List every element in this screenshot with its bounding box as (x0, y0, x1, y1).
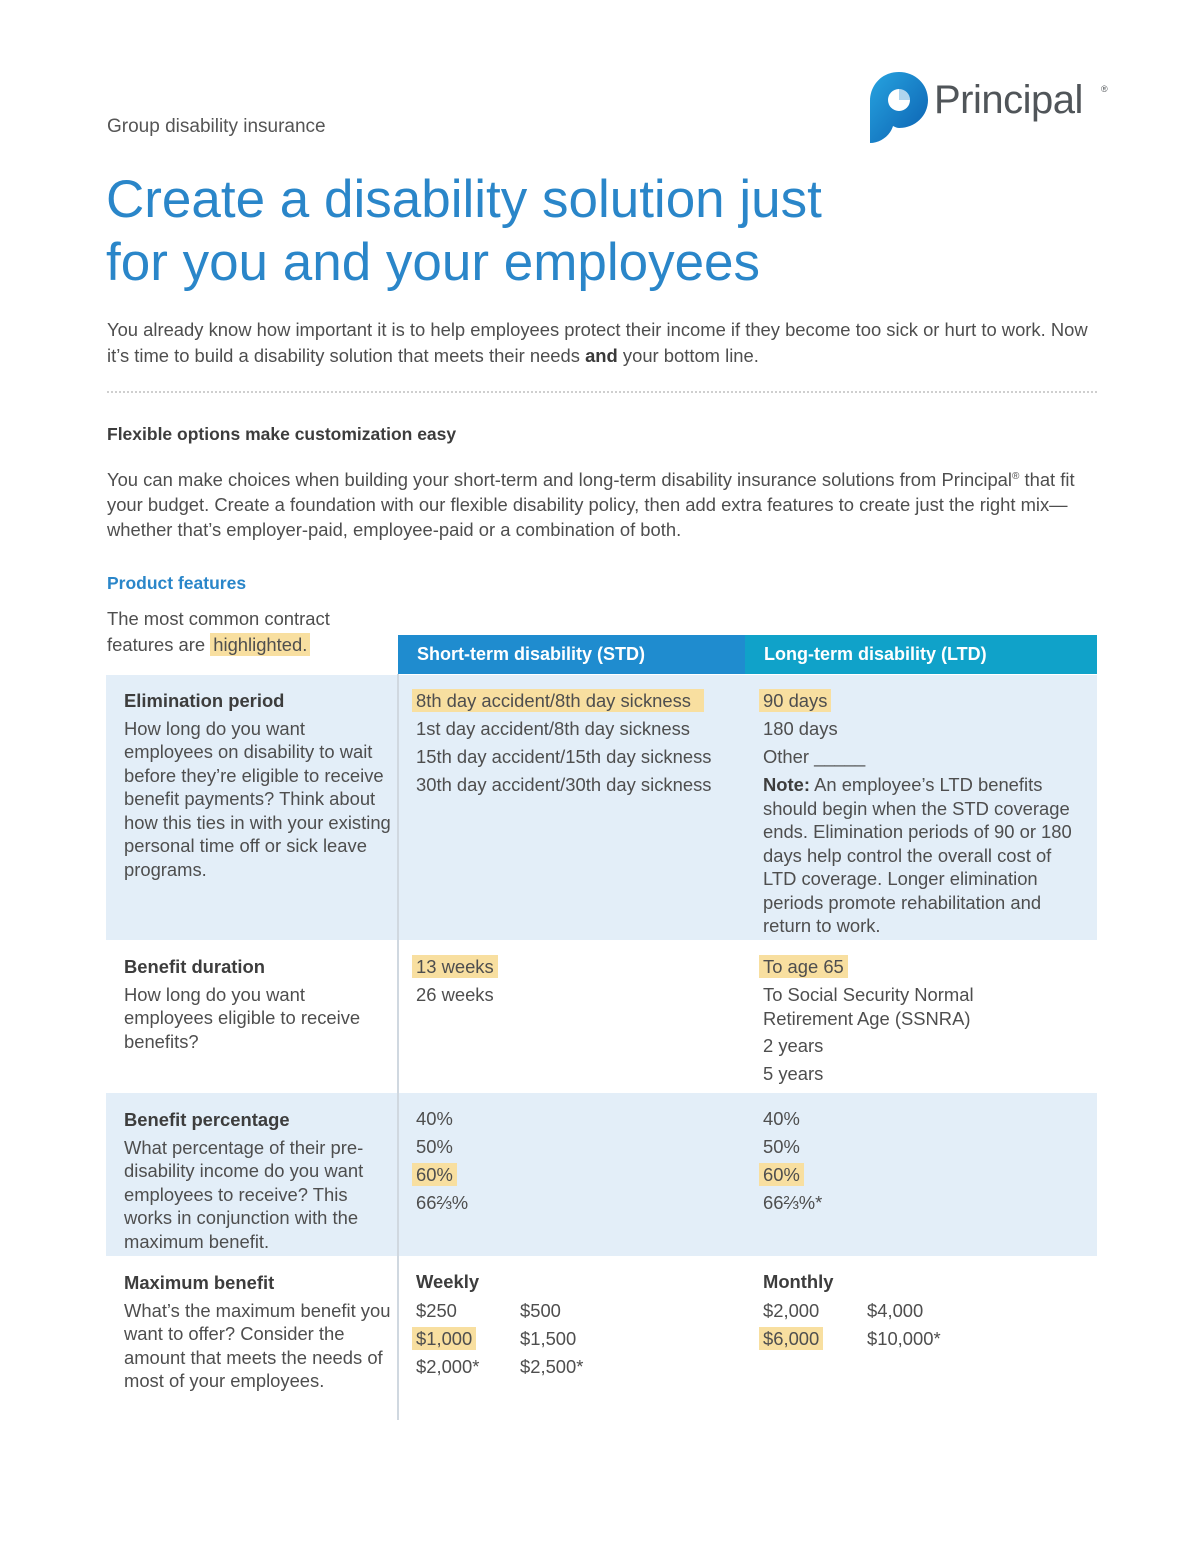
feature-description: How long do you want employees on disability to wait before they’re eligible to receive benefit payments? Think about how this ties in with your existing personal time off or sick leave programs. (124, 717, 391, 880)
feature-title: Elimination period (124, 690, 285, 711)
ltd-elimination-note (763, 773, 1089, 938)
option-text: 1st day accident/8th day sickness (416, 718, 690, 739)
option-text: 2 years (763, 1035, 824, 1056)
ltd-elimination-options (763, 688, 1089, 938)
document-category: Group disability insurance (107, 116, 326, 137)
feature-description: What’s the maximum benefit you want to offer? Consider the amount that meets the needs of most of your employees. (124, 1299, 391, 1391)
option-text: 50% (416, 1136, 453, 1157)
option-item (763, 983, 1003, 1030)
ltd-duration-options (763, 954, 1089, 1089)
option-item (416, 716, 741, 744)
flexible-options-heading: Flexible options make customization easy (107, 424, 457, 444)
std-elimination-options (416, 688, 741, 800)
note-text: An employee’s LTD benefits should begin when the STD coverage ends. Elimination periods of 90 or 180 days help control the overall cost of LTD coverage. Longer elimination periods promote rehabilitation and return to work. (763, 774, 1072, 936)
option-text: 40% (416, 1108, 453, 1129)
ltd-maximum-grid (763, 1298, 1089, 1354)
legend-highlight: highlighted. (210, 633, 310, 656)
option-item (763, 716, 1089, 744)
std-maximum-grid (416, 1298, 741, 1382)
logo-registered-mark: ® (1101, 84, 1108, 94)
option-text: 66⅔%* (763, 1192, 823, 1213)
page-title-line-1: Create a disability solution just (106, 170, 822, 229)
table-column-divider (397, 674, 399, 1420)
std-maximum-options (416, 1270, 741, 1382)
intro-text-2: your bottom line. (617, 345, 759, 366)
option-item (763, 1033, 1089, 1061)
flexible-text-1: You can make choices when building your short-term and long-term disability insurance solutions from Principal (107, 469, 1012, 491)
option-item (416, 772, 741, 800)
option-text: 30th day accident/30th day sickness (416, 774, 712, 795)
intro-paragraph (107, 317, 1097, 369)
option-text: 50% (763, 1136, 800, 1157)
option-item (416, 1298, 520, 1326)
option-highlighted: 8th day accident/8th day sickness (412, 689, 704, 712)
option-text: $1,500 (520, 1328, 577, 1349)
logo-wordmark: Principal (934, 78, 1083, 122)
page-title-line-2: for you and your employees (106, 233, 761, 292)
option-text: 180 days (763, 718, 838, 739)
principal-logo (868, 70, 1118, 146)
intro-bold: and (585, 345, 618, 366)
option-text: 66⅔% (416, 1192, 469, 1213)
ltd-percentage-options (763, 1106, 1089, 1218)
table-header-ltd: Long-term disability (LTD) (745, 635, 1097, 674)
std-duration-options (416, 954, 741, 1010)
option-item (416, 1190, 741, 1218)
option-text: To Social Security Normal Retirement Age (SSNRA) (763, 984, 974, 1029)
option-item (763, 1061, 1089, 1089)
feature-title: Maximum benefit (124, 1272, 275, 1293)
option-item (416, 1134, 741, 1162)
option-highlighted: $1,000 (412, 1327, 476, 1350)
option-highlighted: 60% (759, 1163, 804, 1186)
option-text: 5 years (763, 1063, 824, 1084)
monthly-label: Monthly (763, 1271, 834, 1292)
option-text: 40% (763, 1108, 800, 1129)
option-item (763, 954, 1089, 982)
feature-title: Benefit duration (124, 956, 265, 977)
dotted-divider (107, 391, 1097, 393)
note-label: Note: (763, 774, 810, 795)
option-item (416, 954, 741, 982)
option-item (416, 1354, 520, 1382)
flexible-text-2: that fit your budget. Create a foundation with our flexible disability policy, then add extra features to create just the right mix—whether that’s employer-paid, employee-paid or a combination of both. (107, 469, 1075, 541)
feature-benefit-percentage (124, 1108, 392, 1253)
option-item (520, 1326, 624, 1354)
option-text: Other _____ (763, 746, 866, 767)
option-item (416, 688, 741, 716)
option-text: $2,000 (763, 1300, 820, 1321)
option-item (867, 1326, 971, 1354)
option-item (763, 1134, 1089, 1162)
option-item (520, 1354, 624, 1382)
feature-elimination-period (124, 689, 392, 881)
feature-maximum-benefit (124, 1271, 392, 1393)
option-item (763, 1190, 1089, 1218)
option-text: $500 (520, 1300, 561, 1321)
option-item (763, 1326, 867, 1354)
option-text: $4,000 (867, 1300, 924, 1321)
option-item (867, 1298, 971, 1326)
option-text: $2,500* (520, 1356, 584, 1377)
option-item (763, 744, 1089, 772)
option-highlighted: To age 65 (759, 955, 848, 978)
option-item (416, 1106, 741, 1134)
weekly-label: Weekly (416, 1271, 480, 1292)
option-highlighted: 60% (412, 1163, 457, 1186)
flexible-options-body (107, 464, 1097, 542)
intro-text-1: You already know how important it is to help employees protect their income if they become too sick or hurt to work. Now it’s time to build a disability solution that meets their needs (107, 319, 1088, 366)
option-item (416, 982, 741, 1010)
option-text: 15th day accident/15th day sickness (416, 746, 712, 767)
option-item (763, 1106, 1089, 1134)
principal-p-logo-icon (868, 70, 930, 144)
option-item (763, 1162, 1089, 1190)
option-item (763, 1298, 867, 1326)
page-title (106, 168, 1006, 294)
option-highlighted: $6,000 (759, 1327, 823, 1350)
std-percentage-options (416, 1106, 741, 1218)
legend-text: The most common contract features are (107, 608, 330, 655)
option-item (763, 688, 1089, 716)
highlight-legend (107, 606, 387, 658)
feature-title: Benefit percentage (124, 1109, 290, 1130)
feature-description: What percentage of their pre-disability income do you want employees to receive? This works in conjunction with the maximum benefit. (124, 1136, 364, 1252)
option-item (520, 1298, 624, 1326)
option-text: $250 (416, 1300, 457, 1321)
ltd-maximum-options (763, 1270, 1089, 1354)
option-text: $2,000* (416, 1356, 480, 1377)
option-highlighted: 90 days (759, 689, 831, 712)
product-features-heading: Product features (107, 573, 247, 593)
feature-benefit-duration (124, 955, 392, 1053)
table-header-std: Short-term disability (STD) (398, 635, 745, 674)
feature-description: How long do you want employees eligible to receive benefits? (124, 983, 361, 1052)
registered-mark: ® (1012, 471, 1020, 482)
option-item (416, 744, 741, 772)
option-item (416, 1326, 520, 1354)
option-text: 26 weeks (416, 984, 494, 1005)
option-text: $10,000* (867, 1328, 941, 1349)
option-item (416, 1162, 741, 1190)
option-highlighted: 13 weeks (412, 955, 498, 978)
